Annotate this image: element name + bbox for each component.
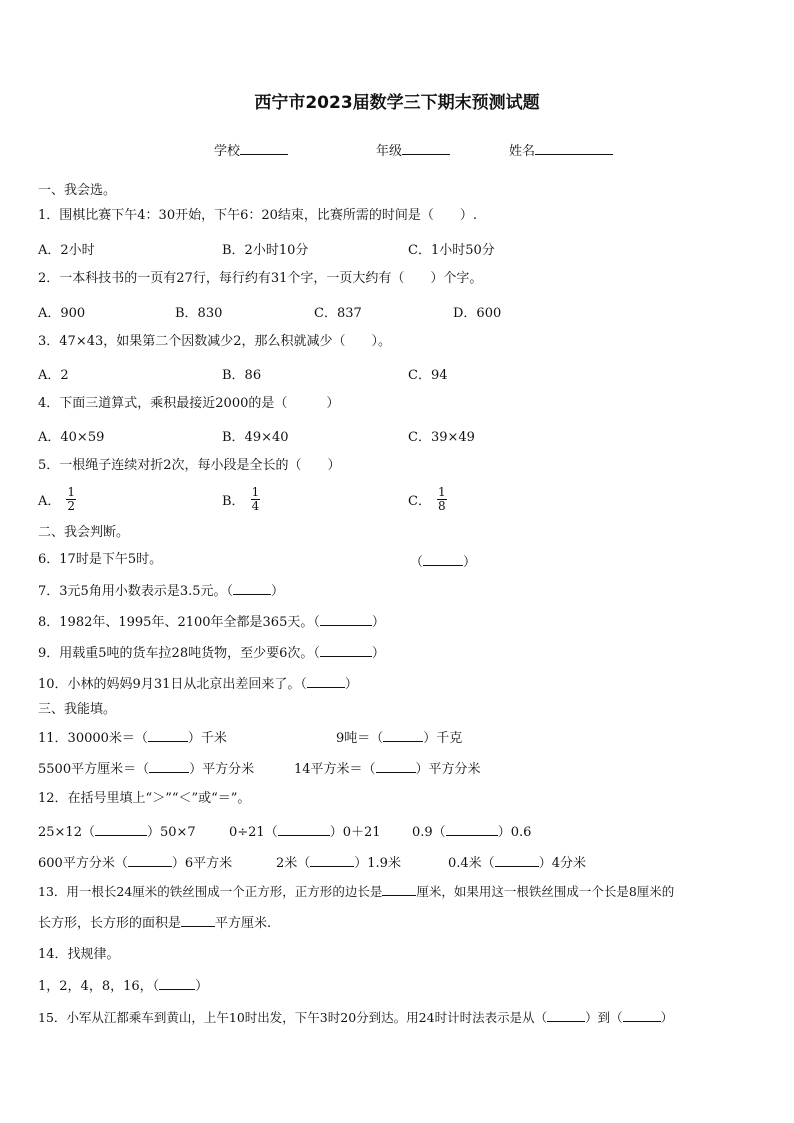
q14-sequence <box>38 977 208 996</box>
q11-a-pre: 11．30000米＝（ <box>38 731 148 746</box>
q14-blank[interactable] <box>159 977 195 990</box>
q12-r2-1-blank[interactable] <box>128 854 172 867</box>
q5-a-denominator: 2 <box>67 499 76 513</box>
q12-r1-2-pre: 0÷21（ <box>229 825 278 840</box>
q7-text: 7．3元5角用小数表示是3.5元。（ <box>38 584 233 599</box>
q2-option-a[interactable]: A．900 <box>38 306 86 321</box>
q3-option-b[interactable]: B．86 <box>222 368 262 383</box>
q14-seq-text: 1，2，4，8，16，（ <box>38 979 160 994</box>
q5-option-b[interactable] <box>222 486 260 513</box>
section-heading-choice: 一、我会选。 <box>38 183 117 198</box>
q11-item-d <box>294 758 481 777</box>
school-label: 学校 <box>214 144 241 159</box>
question-8 <box>38 613 385 632</box>
q11-d-post: ）平方分米 <box>415 762 481 777</box>
q12-r1-2-blank[interactable] <box>278 823 330 836</box>
q1-option-a[interactable]: A．2小时 <box>38 243 95 258</box>
q5-b-numerator: 1 <box>251 485 260 499</box>
q12-r2-item-2 <box>276 852 401 871</box>
section-heading-fill: 三、我能填。 <box>38 702 117 717</box>
question-15 <box>38 1009 673 1027</box>
q12-r2-1-pre: 600平方分米（ <box>38 856 128 871</box>
q12-r2-3-blank[interactable] <box>495 854 539 867</box>
q6-paren-open: （ <box>410 555 424 570</box>
question-13-line-2 <box>38 914 271 933</box>
question-1: 1．围棋比赛下午4：30开始，下午6：20结束，比赛所需的时间是（ ）. <box>38 208 478 223</box>
q5-option-c[interactable] <box>408 486 447 513</box>
q4-option-b[interactable]: B．49×40 <box>222 430 289 445</box>
q4-option-c[interactable]: C．39×49 <box>408 430 475 445</box>
q13-l2-post: 平方厘米. <box>215 916 272 931</box>
q5-option-a[interactable] <box>38 486 76 513</box>
q10-close: ） <box>344 677 358 692</box>
q5-b-denominator: 4 <box>251 499 260 513</box>
q12-r2-3-post: ）4分米 <box>538 856 586 871</box>
q5-c-label: C． <box>408 494 431 509</box>
q5-b-label: B． <box>222 494 245 509</box>
q12-r1-1-blank[interactable] <box>95 823 147 836</box>
q11-c-blank[interactable] <box>149 760 189 773</box>
grade-blank[interactable] <box>402 142 450 155</box>
name-field[interactable] <box>509 140 613 159</box>
q12-r1-2-post: ）0＋21 <box>329 825 381 840</box>
q15-close: ） <box>660 1010 674 1025</box>
q7-close: ） <box>271 584 285 599</box>
q9-text: 9．用载重5吨的货车拉28吨货物，至少要6次。（ <box>38 646 320 661</box>
q12-r1-1-post: ）50×7 <box>146 825 196 840</box>
q5-c-numerator: 1 <box>437 485 446 499</box>
q2-option-c[interactable]: C．837 <box>314 306 362 321</box>
q8-text: 8．1982年、1995年、2100年全都是365天。（ <box>38 615 320 630</box>
question-10 <box>38 675 358 694</box>
question-9 <box>38 644 385 663</box>
q12-r1-item-2 <box>229 821 381 840</box>
question-6: 6．17时是下午5时。 <box>38 552 163 567</box>
question-4: 4．下面三道算式，乘积最接近2000的是（ ） <box>38 396 340 411</box>
q11-d-pre: 14平方米＝（ <box>294 762 376 777</box>
q3-option-c[interactable]: C．94 <box>408 368 448 383</box>
q13-l1-pre: 13．用一根长24厘米的铁丝围成一个正方形，正方形的边长是 <box>38 884 383 899</box>
q12-r1-3-post: ）0.6 <box>497 825 532 840</box>
q9-close: ） <box>371 646 385 661</box>
grade-field[interactable] <box>376 140 450 159</box>
q13-blank-2[interactable] <box>181 914 215 927</box>
question-2: 2．一本科技书的一页有27行，每行约有31个字，一页大约有（ ）个字。 <box>38 271 483 286</box>
section-heading-judge: 二、我会判断。 <box>38 525 130 540</box>
q5-b-fraction <box>251 486 261 513</box>
school-field[interactable] <box>214 140 288 159</box>
q1-option-b[interactable]: B．2小时10分 <box>222 243 309 258</box>
q11-c-pre: 5500平方厘米＝（ <box>38 762 150 777</box>
q10-text: 10．小林的妈妈9月31日从北京出差回来了。（ <box>38 677 307 692</box>
q12-r2-2-pre: 2米（ <box>276 856 311 871</box>
q5-c-denominator: 8 <box>437 499 446 513</box>
q9-blank[interactable] <box>320 644 372 657</box>
q11-b-post: ）千克 <box>423 731 463 746</box>
question-13-line-1 <box>38 883 674 901</box>
q5-a-label: A． <box>38 494 61 509</box>
q15-blank-1[interactable] <box>547 1009 585 1022</box>
q15-mid: ）到（ <box>585 1010 623 1025</box>
question-3: 3．47×43，如果第二个因数减少2，那么积就减少（ ）。 <box>38 334 392 349</box>
q6-paren-close: ） <box>463 555 477 570</box>
q12-r2-item-3 <box>448 852 586 871</box>
q7-blank[interactable] <box>233 582 271 595</box>
q5-c-fraction <box>437 486 447 513</box>
school-blank[interactable] <box>240 142 288 155</box>
q11-a-post: ）千米 <box>187 731 227 746</box>
q12-r2-2-post: ）1.9米 <box>354 856 401 871</box>
q11-b-pre: 9吨＝（ <box>336 731 384 746</box>
q10-blank[interactable] <box>307 675 345 688</box>
q13-blank-1[interactable] <box>382 883 416 896</box>
q12-r2-2-blank[interactable] <box>310 854 354 867</box>
q4-option-a[interactable]: A．40×59 <box>38 430 105 445</box>
q11-c-post: ）平方分米 <box>189 762 255 777</box>
q12-r1-3-blank[interactable] <box>446 823 498 836</box>
q8-blank[interactable] <box>320 613 372 626</box>
q11-item-b <box>336 727 462 746</box>
q12-r2-1-post: ）6平方米 <box>171 856 233 871</box>
name-label: 姓名 <box>509 144 536 159</box>
q1-option-c[interactable]: C．1小时50分 <box>408 243 495 258</box>
q13-l1-post: 厘米，如果用这一根铁丝围成一个长是8厘米的 <box>416 884 675 899</box>
q13-l2-pre: 长方形，长方形的面积是 <box>38 916 182 931</box>
question-7 <box>38 582 284 601</box>
q11-d-blank[interactable] <box>376 760 416 773</box>
q2-option-b[interactable]: B．830 <box>175 306 223 321</box>
q12-r1-item-3 <box>412 821 531 840</box>
q11-item-a <box>38 727 227 746</box>
q12-r2-item-1 <box>38 852 232 871</box>
question-5: 5．一根绳子连续对折2次，每小段是全长的（ ） <box>38 458 341 473</box>
q12-r1-item-1 <box>38 821 196 840</box>
q5-a-fraction <box>66 486 76 513</box>
question-12: 12．在括号里填上“＞”“＜”或“＝”。 <box>38 791 251 806</box>
q5-a-numerator: 1 <box>67 485 76 499</box>
page-title: 西宁市2023届数学三下期末预测试题 <box>254 93 540 113</box>
q11-b-blank[interactable] <box>383 729 423 742</box>
q12-r1-1-pre: 25×12（ <box>38 825 95 840</box>
q15-text: 15．小军从江都乘车到黄山，上午10时出发，下午3时20分到达。用24时计时法表示是从（ <box>38 1010 548 1025</box>
question-14: 14．找规律。 <box>38 947 120 962</box>
grade-label: 年级 <box>376 144 403 159</box>
q14-close: ） <box>195 979 209 994</box>
q15-blank-2[interactable] <box>623 1009 661 1022</box>
q3-option-a[interactable]: A．2 <box>38 368 69 383</box>
q8-close: ） <box>371 615 385 630</box>
q11-a-blank[interactable] <box>148 729 188 742</box>
q11-item-c <box>38 758 254 777</box>
q12-r2-3-pre: 0.4米（ <box>448 856 495 871</box>
name-blank[interactable] <box>535 142 613 155</box>
q2-option-d[interactable]: D．600 <box>453 306 502 321</box>
q6-blank[interactable] <box>423 553 463 566</box>
q12-r1-3-pre: 0.9（ <box>412 825 446 840</box>
q6-answer[interactable] <box>410 551 476 570</box>
